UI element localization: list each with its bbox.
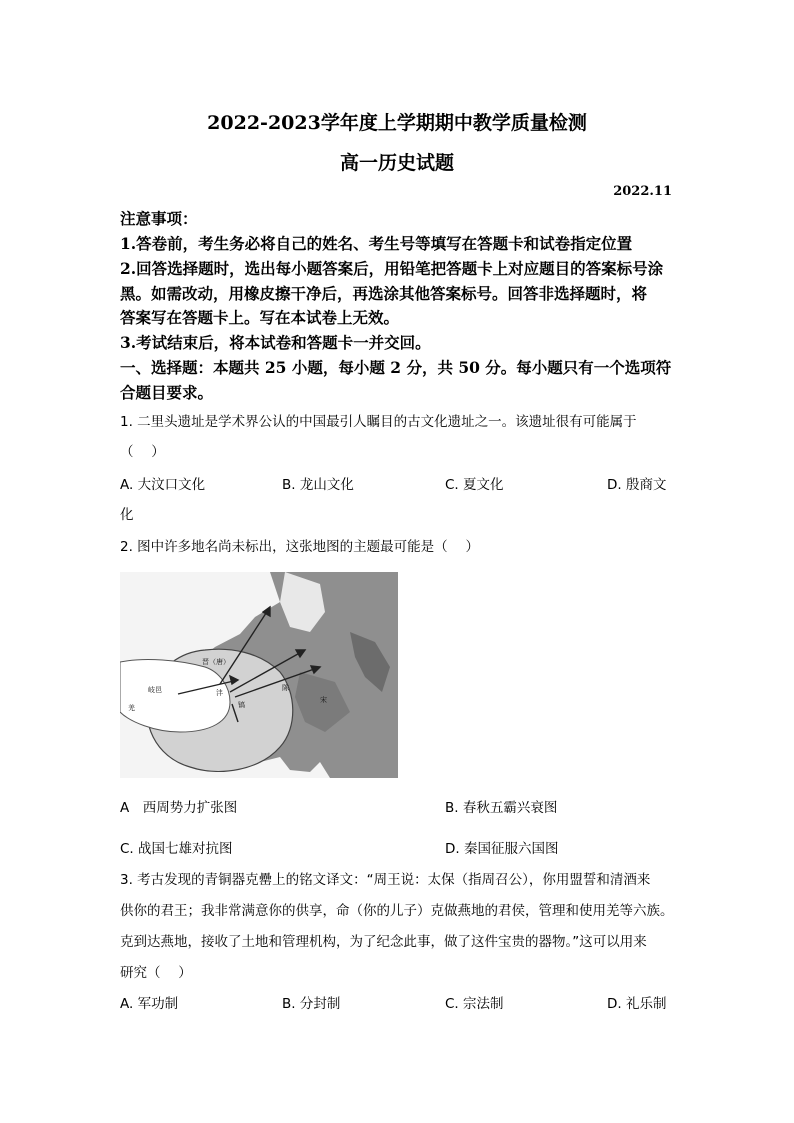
- q1-stem-line-1: 1. 二里头遗址是学术界公认的中国最引人瞩目的古文化遗址之一。该遗址很有可能属于: [120, 414, 637, 430]
- q2-option-d: D. 秦国征服六国图: [445, 841, 559, 857]
- notice-item-2-line-2: 黑。如需改动，用橡皮擦干净后，再选涂其他答案标号。回答非选择题时，将: [120, 284, 648, 303]
- q3-option-b: B. 分封制: [282, 996, 341, 1012]
- q1-option-d: D. 殷商文: [607, 477, 667, 493]
- q2-option-b: B. 春秋五霸兴衰图: [445, 800, 558, 816]
- exam-date: 2022.11: [613, 184, 672, 199]
- label-feng: 沣: [216, 689, 223, 697]
- section-1-line-2: 合题目要求。: [120, 383, 214, 402]
- exam-title: 2022-2023学年度上学期期中教学质量检测: [207, 112, 587, 134]
- label-qiyi: 岐邑: [148, 686, 162, 694]
- q3-option-a: A. 军功制: [120, 996, 179, 1012]
- label-song: 宋: [320, 696, 327, 704]
- map-figure: [120, 572, 398, 778]
- notice-item-2-line-1: 2.回答选择题时，选出每小题答案后，用铅笔把答题卡上对应题目的答案标号涂: [120, 259, 664, 278]
- q3-option-c: C. 宗法制: [445, 996, 504, 1012]
- q2-option-c: C. 战国七雄对抗图: [120, 841, 233, 857]
- exam-subtitle: 高一历史试题: [339, 152, 454, 174]
- q1-option-d-wrap: 化: [120, 507, 134, 523]
- q1-stem-line-2: （ ）: [120, 444, 165, 460]
- notice-item-1: 1.答卷前，考生务必将自己的姓名、考生号等填写在答题卡和试卷指定位置: [120, 234, 633, 253]
- q3-stem-line-1: 3. 考古发现的青铜器克罍上的铭文译文：“周王说：太保（指周召公），你用盟誓和清酒来: [120, 872, 651, 888]
- q3-stem-line-2: 供你的君王；我非常满意你的供享，命（你的儿子）克做燕地的君侯，管理和使用羌等六族。: [120, 903, 674, 919]
- q3-stem-line-3: 克到达燕地，接收了土地和管理机构，为了纪念此事，做了这件宝贵的器物。”这可以用来: [120, 934, 647, 950]
- label-jin: 晋（唐）: [202, 658, 230, 666]
- q1-option-c: C. 夏文化: [445, 477, 504, 493]
- q1-option-a: A. 大汶口文化: [120, 477, 206, 493]
- historical-map: [120, 572, 398, 778]
- q3-option-d: D. 礼乐制: [607, 996, 667, 1012]
- q1-option-b: B. 龙山文化: [282, 477, 354, 493]
- label-qiang: 羌: [128, 704, 135, 712]
- q3-stem-line-4: 研究（ ）: [120, 965, 192, 981]
- notice-heading: 注意事项：: [120, 209, 198, 228]
- section-1-line-1: 一、选择题：本题共 25 小题，每小题 2 分，共 50 分。每小题只有一个选项符: [120, 358, 672, 377]
- label-chen: 陈: [282, 684, 289, 692]
- q2-option-a: A 西周势力扩张图: [120, 800, 238, 816]
- q2-stem: 2. 图中许多地名尚未标出，这张地图的主题最可能是（ ）: [120, 539, 479, 555]
- label-hao: 镐: [238, 701, 245, 709]
- notice-item-3: 3.考试结束后，将本试卷和答题卡一并交回。: [120, 333, 431, 352]
- notice-item-2-line-3: 答案写在答题卡上。写在本试卷上无效。: [120, 308, 400, 327]
